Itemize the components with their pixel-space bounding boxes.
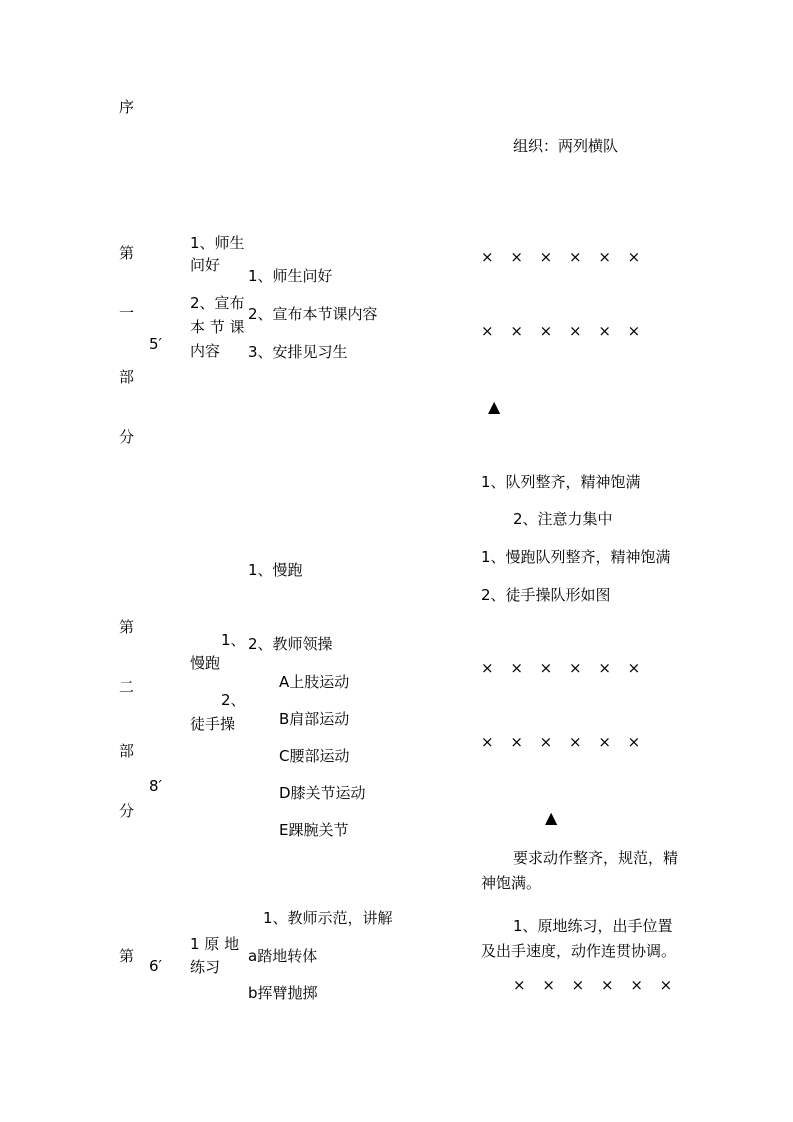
org-row-2: × × × × × × [481, 322, 647, 340]
part2-char-3: 部 [119, 742, 135, 760]
section-label-order: 序 [119, 98, 135, 116]
part1-char-1: 第 [119, 244, 135, 262]
part2-char-1: 第 [119, 618, 135, 636]
part1-char-3: 部 [119, 368, 135, 386]
teacher-s2-lead: 2、教师领操 [248, 635, 333, 653]
content-s2-line3: 2、 [221, 691, 246, 709]
time-part2: 8′ [149, 777, 162, 795]
teacher-s2-move-e: E踝腕关节 [279, 821, 349, 839]
content-s1-line2: 问好 [190, 256, 221, 274]
teacher-s2-move-b: B肩部运动 [279, 710, 350, 728]
teacher-s3-demo: 1、教师示范，讲解 [263, 909, 393, 927]
org-title: 组织：两列横队 [513, 137, 619, 155]
teacher-s1-item2: 2、宣布本节课内容 [248, 305, 378, 323]
org-req3: 1、慢跑队列整齐，精神饱满 [481, 548, 671, 566]
teacher-position-icon-2: ▲ [545, 808, 558, 827]
content-s1-line5: 内容 [190, 342, 221, 360]
teacher-s2-move-c: C腰部运动 [279, 747, 350, 765]
content-s1-line4: 本 节 课 [190, 318, 245, 336]
time-part1: 5′ [149, 335, 162, 353]
part1-char-2: 一 [119, 304, 135, 322]
org-row-1: × × × × × × [481, 248, 647, 266]
part2-char-4: 分 [119, 802, 135, 820]
part1-char-4: 分 [119, 428, 135, 446]
content-s1-line1: 1、师生 [190, 234, 245, 252]
teacher-s3-b: b挥臂抛掷 [248, 984, 318, 1002]
content-s3-line2: 练习 [190, 958, 221, 976]
part3-char-1: 第 [119, 947, 135, 965]
teacher-s3-a: a踏地转体 [248, 947, 318, 965]
teacher-s2-move-a: A上肢运动 [279, 673, 350, 691]
content-s2-line2: 慢跑 [190, 654, 221, 672]
org-req6: 1、原地练习，出手位置及出手速度，动作连贯协调。 [481, 917, 677, 960]
content-s3-line1: 1 原 地 [190, 935, 240, 953]
org-req4: 2、徒手操队形如图 [481, 586, 611, 604]
teacher-s1-item3: 3、安排见习生 [248, 343, 348, 361]
org-req2: 2、注意力集中 [513, 510, 613, 528]
org-row-3: × × × × × × [481, 659, 647, 677]
teacher-position-icon: ▲ [488, 397, 501, 416]
part2-char-2: 二 [119, 678, 135, 696]
org-row-5: × × × × × × [513, 976, 679, 994]
teacher-s2-move-d: D膝关节运动 [279, 784, 366, 802]
org-req1: 1、队列整齐，精神饱满 [481, 473, 641, 491]
time-part3: 6′ [149, 957, 162, 975]
org-row-4: × × × × × × [481, 733, 647, 751]
org-req5: 要求动作整齐，规范，精神饱满。 [481, 849, 679, 892]
content-s1-line3: 2、宣布 [190, 294, 245, 312]
content-s2-line4: 徒手操 [190, 715, 236, 733]
content-s2-line1: 1、 [221, 631, 246, 649]
teacher-s1-item1: 1、师生问好 [248, 267, 333, 285]
teacher-s2-jog: 1、慢跑 [248, 561, 303, 579]
